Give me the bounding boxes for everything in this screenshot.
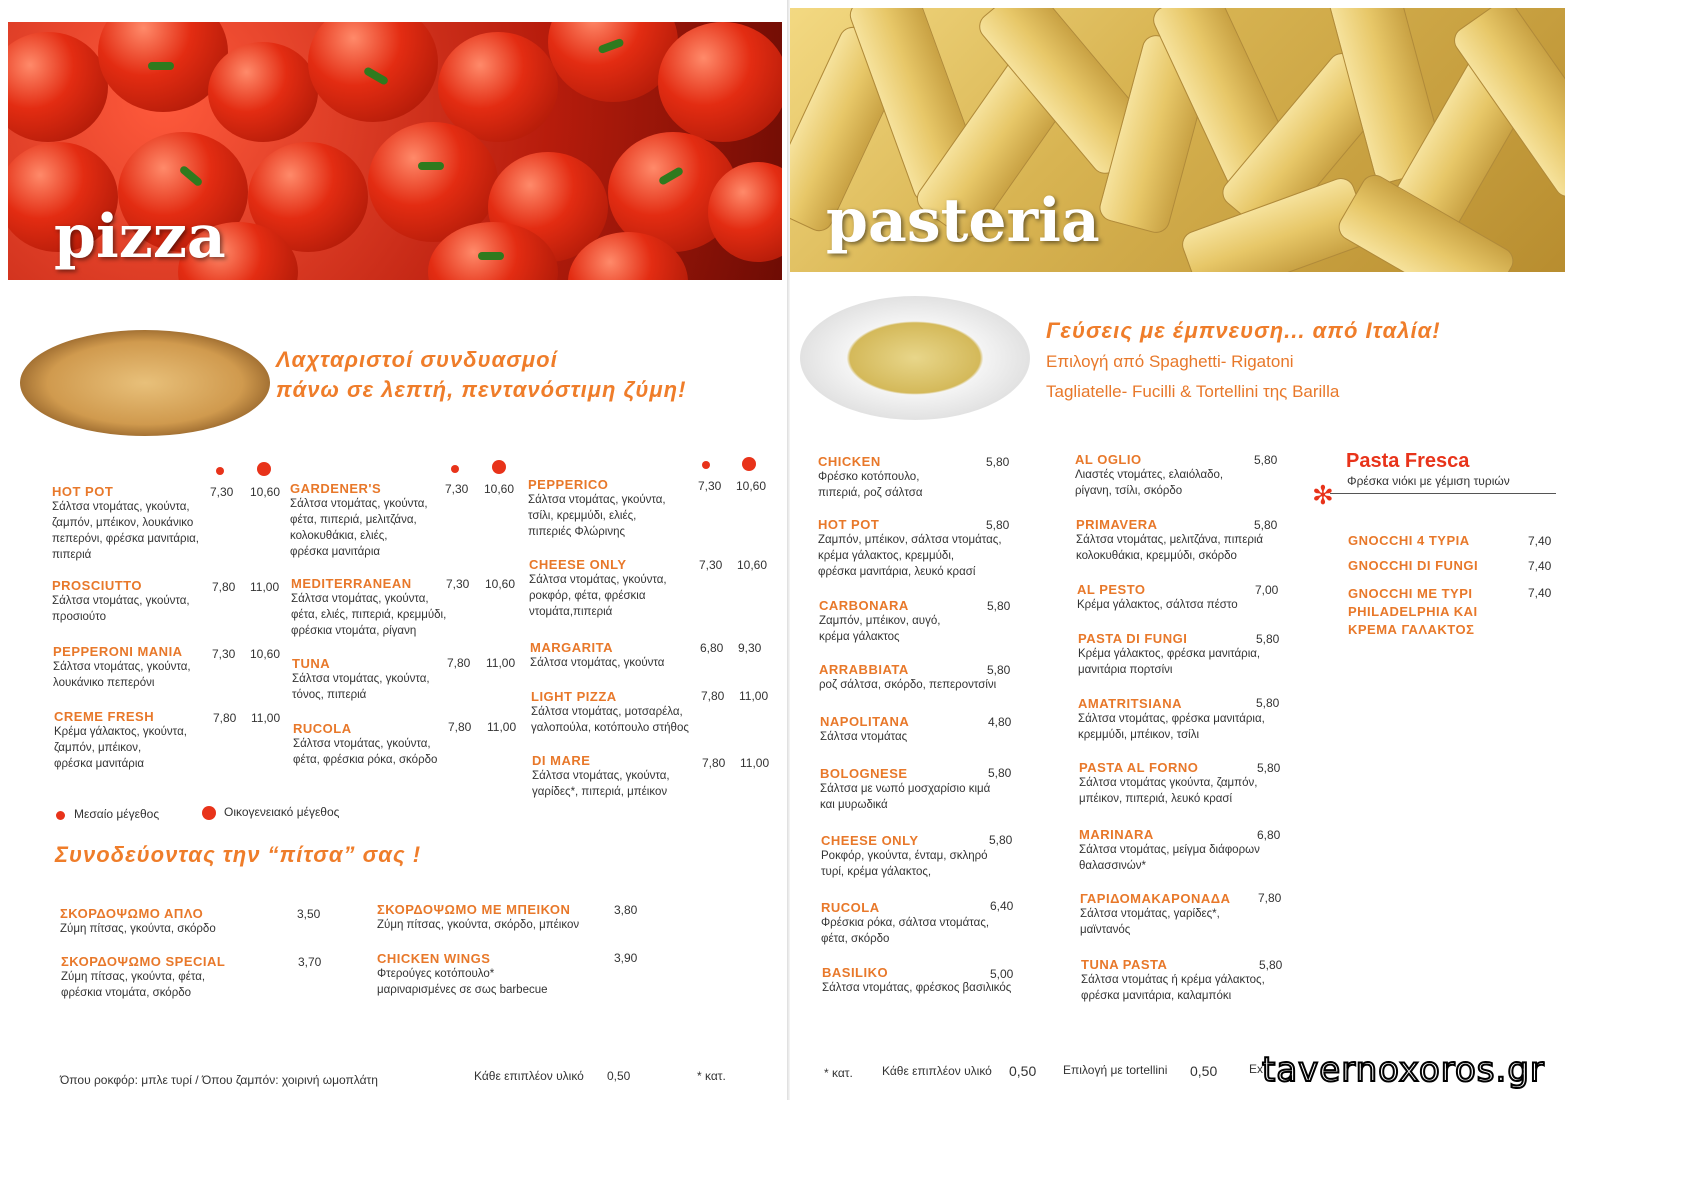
menu-item: RUCOLA Φρέσκια ρόκα, σάλτσα ντομάτας, φέτα, σκόρδο <box>821 900 990 945</box>
pasta-fresca-title: Pasta Fresca <box>1346 450 1470 472</box>
extra-ingredient-label: Κάθε επιπλέον υλικό <box>882 1064 992 1078</box>
price: 5,80 <box>1257 761 1281 775</box>
price: 5,80 <box>986 455 1010 469</box>
price: 7,40 <box>1528 586 1552 600</box>
spaghetti-photo <box>800 296 1030 420</box>
price: 3,90 <box>614 951 638 965</box>
medium-size-dot <box>56 811 65 820</box>
price-medium: 7,30 <box>445 482 469 496</box>
price: 3,70 <box>298 955 322 969</box>
price-family: 10,60 <box>250 647 281 661</box>
menu-item: MARGARITA Σάλτσα ντομάτας, γκούντα <box>530 640 665 669</box>
pasta-headline: Γεύσεις με έμπνευση... από Ιταλία! <box>1046 318 1441 343</box>
price-family: 10,60 <box>737 558 768 572</box>
price: 5,80 <box>1259 958 1283 972</box>
legend-medium: Μεσαίο μέγεθος <box>74 807 160 821</box>
pasteria-title: pasteria <box>826 186 1100 256</box>
price: 5,80 <box>1256 632 1280 646</box>
pizza-title: pizza <box>54 202 226 272</box>
medium-size-dot <box>451 465 459 473</box>
family-size-dot <box>492 460 506 474</box>
menu-item: AL OGLIO Λιαστές ντομάτες, ελαιόλαδο, ρίγανη, τσίλι, σκόρδο <box>1075 452 1224 497</box>
price-medium: 7,80 <box>701 689 725 703</box>
menu-item: RUCOLA Σάλτσα ντομάτας, γκούντα, φέτα, φρέσκια ρόκα, σκόρδο <box>293 721 438 766</box>
menu-item: CHEESE ONLY Ροκφόρ, γκούντα, ένταμ, σκληρό τυρί, κρέμα γάλακτος, <box>821 833 988 878</box>
menu-item: PROSCIUTTO Σάλτσα ντομάτας, γκούντα, προσιούτο <box>52 578 190 623</box>
price-family: 9,30 <box>738 641 762 655</box>
price: 5,80 <box>988 766 1012 780</box>
menu-item: ΣΚΟΡΔΟΨΩΜΟ ΜΕ ΜΠΕΙΚΟΝ Ζύμη πίτσας, γκούντα, σκόρδο, μπέικον <box>377 902 580 931</box>
menu-item: CHICKEN WINGS Φτερούγες κοτόπουλο* μαριναρισμένες σε σως barbecue <box>377 951 548 996</box>
asterisk-icon: ✻ <box>1312 480 1334 510</box>
price-medium: 7,30 <box>699 558 723 572</box>
watermark: tavernoxoros.gr <box>1262 1050 1545 1090</box>
menu-item: ΣΚΟΡΔΟΨΩΜΟ ΑΠΛΟ Ζύμη πίτσας, γκούντα, σκόρδο <box>60 906 216 935</box>
price: 5,80 <box>987 599 1011 613</box>
price-family: 11,00 <box>251 711 281 725</box>
price: 6,40 <box>990 899 1014 913</box>
price-medium: 7,80 <box>447 656 471 670</box>
price-family: 11,00 <box>740 756 770 770</box>
sides-title: Συνοδεύοντας την “πίτσα” σας ! <box>55 842 422 867</box>
price-family: 10,60 <box>250 485 281 499</box>
menu-item: CARBONARA Ζαμπόν, μπέικον, αυγό, κρέμα γάλακτος <box>819 598 941 643</box>
price: 3,80 <box>614 903 638 917</box>
extra-ingredient-price: 0,50 <box>1009 1063 1037 1079</box>
menu-item: CREME FRESH Κρέμα γάλακτος, γκούντα, ζαμπόν, μπέικον, φρέσκα μανιτάρια <box>54 709 187 770</box>
menu-item: ΣΚΟΡΔΟΨΩΜΟ SPECIAL Ζύμη πίτσας, γκούντα, φέτα, φρέσκια ντομάτα, σκόρδο <box>61 954 226 999</box>
price-medium: 7,80 <box>212 580 236 594</box>
medium-size-dot <box>216 467 224 475</box>
price-family: 11,00 <box>739 689 769 703</box>
menu-item: HOT POT Ζαμπόν, μπέικον, σάλτσα ντομάτας, κρέμα γάλακτος, κρεμμύδι, φρέσκα μανιτάρια, λευκό κρασί <box>818 517 1002 578</box>
pizza-photo <box>20 330 270 436</box>
menu-item: BOLOGNESE Σάλτσα με νωπό μοσχαρίσιο κιμά και μυρωδικά <box>820 766 991 811</box>
menu-item: AMATRITSIANA Σάλτσα ντομάτας, φρέσκα μανιτάρια, κρεμμύδι, μπέικον, τσίλι <box>1078 696 1265 741</box>
price-medium: 7,30 <box>698 479 722 493</box>
price: 7,80 <box>1258 891 1282 905</box>
menu-item: TUNA Σάλτσα ντομάτας, γκούντα, τόνος, πιπεριά <box>292 656 430 701</box>
price-family: 10,60 <box>736 479 767 493</box>
menu-item: GNOCCHI 4 ΤΥΡΙΑ <box>1348 533 1470 548</box>
pizza-headline: Λαχταριστοί συνδυασμοί πάνω σε λεπτή, πεντανόστιμη ζύμη! <box>276 347 687 402</box>
menu-item: PASTA DI FUNGI Κρέμα γάλακτος, φρέσκα μανιτάρια, μανιτάρια πορτσίνι <box>1078 631 1261 676</box>
extra-ingredient-label: Κάθε επιπλέον υλικό <box>474 1069 584 1083</box>
frozen-note: * κατ. <box>824 1066 853 1080</box>
menu-item: PEPPERONI MANIA Σάλτσα ντομάτας, γκούντα, λουκάνικο πεπερόνι <box>53 644 191 689</box>
price: 5,80 <box>986 518 1010 532</box>
price-medium: 7,80 <box>213 711 237 725</box>
menu-item: HOT POT Σάλτσα ντομάτας, γκούντα, ζαμπόν, μπέικον, λουκάνικο πεπερόνι, φρέσκα μανιτάρια, πιπεριά <box>52 484 199 561</box>
price: 5,00 <box>990 967 1014 981</box>
menu-item: CHICKEN Φρέσκο κοτόπουλο, πιπεριά, ροζ σάλτσα <box>818 454 923 499</box>
price-family: 11,00 <box>487 720 517 734</box>
menu-item: TUNA PASTA Σάλτσα ντομάτας ή κρέμα γάλακτος, φρέσκα μανιτάρια, καλαμπόκι <box>1081 957 1265 1002</box>
price: 5,80 <box>989 833 1013 847</box>
price: 5,80 <box>987 663 1011 677</box>
divider <box>1330 493 1556 494</box>
menu-item: GNOCCHI ΜΕ ΤΥΡΙ PHILADELPHIA ΚΑΙ ΚΡΕΜΑ ΓΑΛΑΚΤΟΣ <box>1348 586 1478 637</box>
tortellini-label: Επιλογή με tortellini <box>1063 1063 1168 1077</box>
price-family: 10,60 <box>484 482 515 496</box>
price-medium: 7,80 <box>702 756 726 770</box>
menu-item: ΓΑΡΙΔΟΜΑΚΑΡΟΝΑΔΑ Σάλτσα ντομάτας, γαρίδες*, μαϊντανός <box>1080 891 1231 936</box>
menu-item: NAPOLITANA Σάλτσα ντομάτας <box>820 714 910 743</box>
cut-off-text: Ex <box>1249 1062 1264 1076</box>
medium-size-dot <box>702 461 710 469</box>
pasta-subtitle-2: Tagliatelle- Fucilli & Tortellini της Barilla <box>1046 382 1340 401</box>
price-medium: 7,30 <box>212 647 236 661</box>
pasta-page <box>790 0 1568 1100</box>
tortellini-price: 0,50 <box>1190 1063 1218 1079</box>
pasta-subtitle-1: Επιλογή από Spaghetti- Rigatoni <box>1046 352 1294 371</box>
family-size-dot <box>742 457 756 471</box>
menu-item: LIGHT PIZZA Σάλτσα ντομάτας, μοτσαρέλα, γαλοπούλα, κοτόπουλο στήθος <box>531 689 689 734</box>
price-medium: 7,30 <box>446 577 470 591</box>
price: 7,40 <box>1528 559 1552 573</box>
family-size-dot <box>202 806 216 820</box>
menu-item: PEPPERICO Σάλτσα ντομάτας, γκούντα, τσίλι, κρεμμύδι, ελιές, πιπεριές Φλώρινης <box>528 477 666 538</box>
price: 7,40 <box>1528 534 1552 548</box>
price-medium: 7,80 <box>448 720 472 734</box>
family-size-dot <box>257 462 271 476</box>
footer-note: Όπου ροκφόρ: μπλε τυρί / Όπου ζαμπόν: χοιρινή ωμοπλάτη <box>60 1073 378 1087</box>
frozen-note: * κατ. <box>697 1069 726 1083</box>
price-family: 11,00 <box>486 656 516 670</box>
menu-item: DI MARE Σάλτσα ντομάτας, γκούντα, γαρίδες*, πιπεριά, μπέικον <box>532 753 670 798</box>
price: 3,50 <box>297 907 321 921</box>
menu-item: MARINARA Σάλτσα ντομάτας, μείγμα διάφορων θαλασσινών* <box>1079 827 1260 872</box>
menu-item: PASTA AL FORNO Σάλτσα ντομάτας γκούντα, ζαμπόν, μπέικον, πιπεριά, λευκό κρασί <box>1079 760 1258 805</box>
price: 5,80 <box>1254 453 1278 467</box>
menu-item: CHEESE ONLY Σάλτσα ντομάτας, γκούντα, ροκφόρ, φέτα, φρέσκια ντομάτα,πιπεριά <box>529 557 667 618</box>
menu-item: PRIMAVERA Σάλτσα ντομάτας, μελιτζάνα, πιπεριά κολοκυθάκια, κρεμμύδι, σκόρδο <box>1076 517 1264 562</box>
menu-item: MEDITERRANEAN Σάλτσα ντομάτας, γκούντα, φέτα, ελιές, πιπεριά, κρεμμύδι, φρέσκια ντομάτα, ρίγανη <box>291 576 447 637</box>
menu-item: BASILIKO Σάλτσα ντομάτας, φρέσκος βασιλικός <box>822 965 1012 994</box>
tomato-hero-image <box>8 22 782 280</box>
price: 7,00 <box>1255 583 1279 597</box>
menu-item: GARDENER'S Σάλτσα ντομάτας, γκούντα, φέτα, πιπεριά, μελιτζάνα, κολοκυθάκια, ελιές, φρέσκα μανιτάρια <box>290 481 428 558</box>
legend-family: Οικογενειακό μέγεθος <box>224 805 340 819</box>
pizza-page <box>0 0 790 1100</box>
price-family: 11,00 <box>250 580 280 594</box>
price-medium: 6,80 <box>700 641 724 655</box>
price: 4,80 <box>988 715 1012 729</box>
price-family: 10,60 <box>485 577 516 591</box>
extra-ingredient-price: 0,50 <box>607 1069 631 1083</box>
pasta-fresca-subtitle: Φρέσκα νιόκι με γέμιση τυριών <box>1347 474 1510 488</box>
price: 6,80 <box>1257 828 1281 842</box>
price-medium: 7,30 <box>210 485 234 499</box>
menu-item: ARRABBIATA ροζ σάλτσα, σκόρδο, πεπεροντσίνι <box>819 662 997 691</box>
price: 5,80 <box>1256 696 1280 710</box>
menu-item: AL PESTO Κρέμα γάλακτος, σάλτσα πέστο <box>1077 582 1238 611</box>
pasta-hero-image <box>790 8 1565 272</box>
price: 5,80 <box>1254 518 1278 532</box>
menu-item: GNOCCHI DI FUNGI <box>1348 558 1479 573</box>
